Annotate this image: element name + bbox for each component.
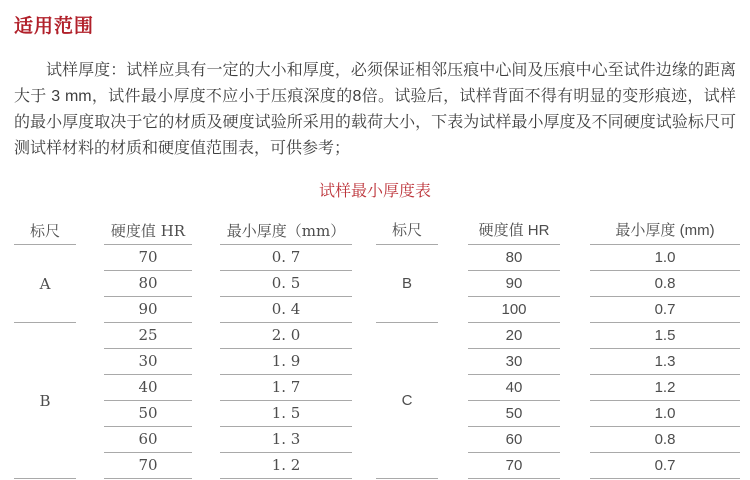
hardness-value-cell: 50 [468,401,560,427]
column-header: 最小厚度（mm） [220,218,352,245]
hardness-value-cell: 80 [104,271,192,297]
min-thickness-cell: 1. 3 [220,427,352,453]
column-header: 硬度值 HR [468,218,560,245]
min-thickness-cell: 1.5 [590,323,740,349]
min-thickness-cell: 1.0 [590,245,740,271]
column-header: 标尺 [14,218,76,245]
hardness-value-cell: 70 [104,245,192,271]
hardness-value-cell: 70 [468,453,560,479]
hardness-value-cell: 70 [104,453,192,479]
min-thickness-cell: 0.8 [590,427,740,453]
min-thickness-cell: 1.3 [590,349,740,375]
table-title: 试样最小厚度表 [318,181,431,200]
hardness-value-cell: 100 [468,297,560,323]
hardness-value-cell: 60 [104,427,192,453]
page-title: 适用范围 [14,16,95,37]
min-thickness-cell: 0.7 [590,453,740,479]
min-thickness-cell: 1.2 [590,375,740,401]
min-thickness-cell: 0. 5 [220,271,352,297]
hardness-value-cell: 40 [468,375,560,401]
min-thickness-cell: 2. 0 [220,323,352,349]
intro-paragraph: 试样厚度：试样应具有一定的大小和厚度，必须保证相邻压痕中心间及压痕中心至试件边缘的距离大于 3 mm，试件最小厚度不应小于压痕深度的8倍。试验后，试样背面不得有明显的变形痕迹，试样的最小厚度取决于它的材质及硬度试验所采用的载荷大小，下表为试样最小厚度及不同硬度试验标尺可测试样材料的材质和硬度值范围表，可供参考； [14,62,736,157]
hardness-value-cell: 40 [104,375,192,401]
min-thickness-cell: 1. 5 [220,401,352,427]
scale-cell: A [14,245,76,323]
hardness-value-cell: 90 [104,297,192,323]
thickness-tables-row [0,218,750,479]
hardness-value-cell: 90 [468,271,560,297]
hardness-value-cell: 30 [468,349,560,375]
min-thickness-cell: 0.8 [590,271,740,297]
hardness-value-cell: 80 [468,245,560,271]
min-thickness-cell: 1. 7 [220,375,352,401]
hardness-value-cell: 60 [468,427,560,453]
column-header: 硬度值 HR [104,218,192,245]
hardness-value-cell: 30 [104,349,192,375]
scale-cell: B [376,245,438,323]
thickness-table-left [14,218,352,479]
min-thickness-cell: 1. 9 [220,349,352,375]
min-thickness-cell: 1. 2 [220,453,352,479]
min-thickness-cell: 0.7 [590,297,740,323]
scale-cell: C [376,323,438,479]
min-thickness-cell: 0. 7 [220,245,352,271]
thickness-table-right [376,218,740,479]
min-thickness-cell: 0. 4 [220,297,352,323]
column-header: 标尺 [376,218,438,245]
hardness-value-cell: 25 [104,323,192,349]
scale-cell: B [14,323,76,479]
hardness-value-cell: 20 [468,323,560,349]
column-header: 最小厚度 (mm) [590,218,740,245]
hardness-value-cell: 50 [104,401,192,427]
min-thickness-cell: 1.0 [590,401,740,427]
